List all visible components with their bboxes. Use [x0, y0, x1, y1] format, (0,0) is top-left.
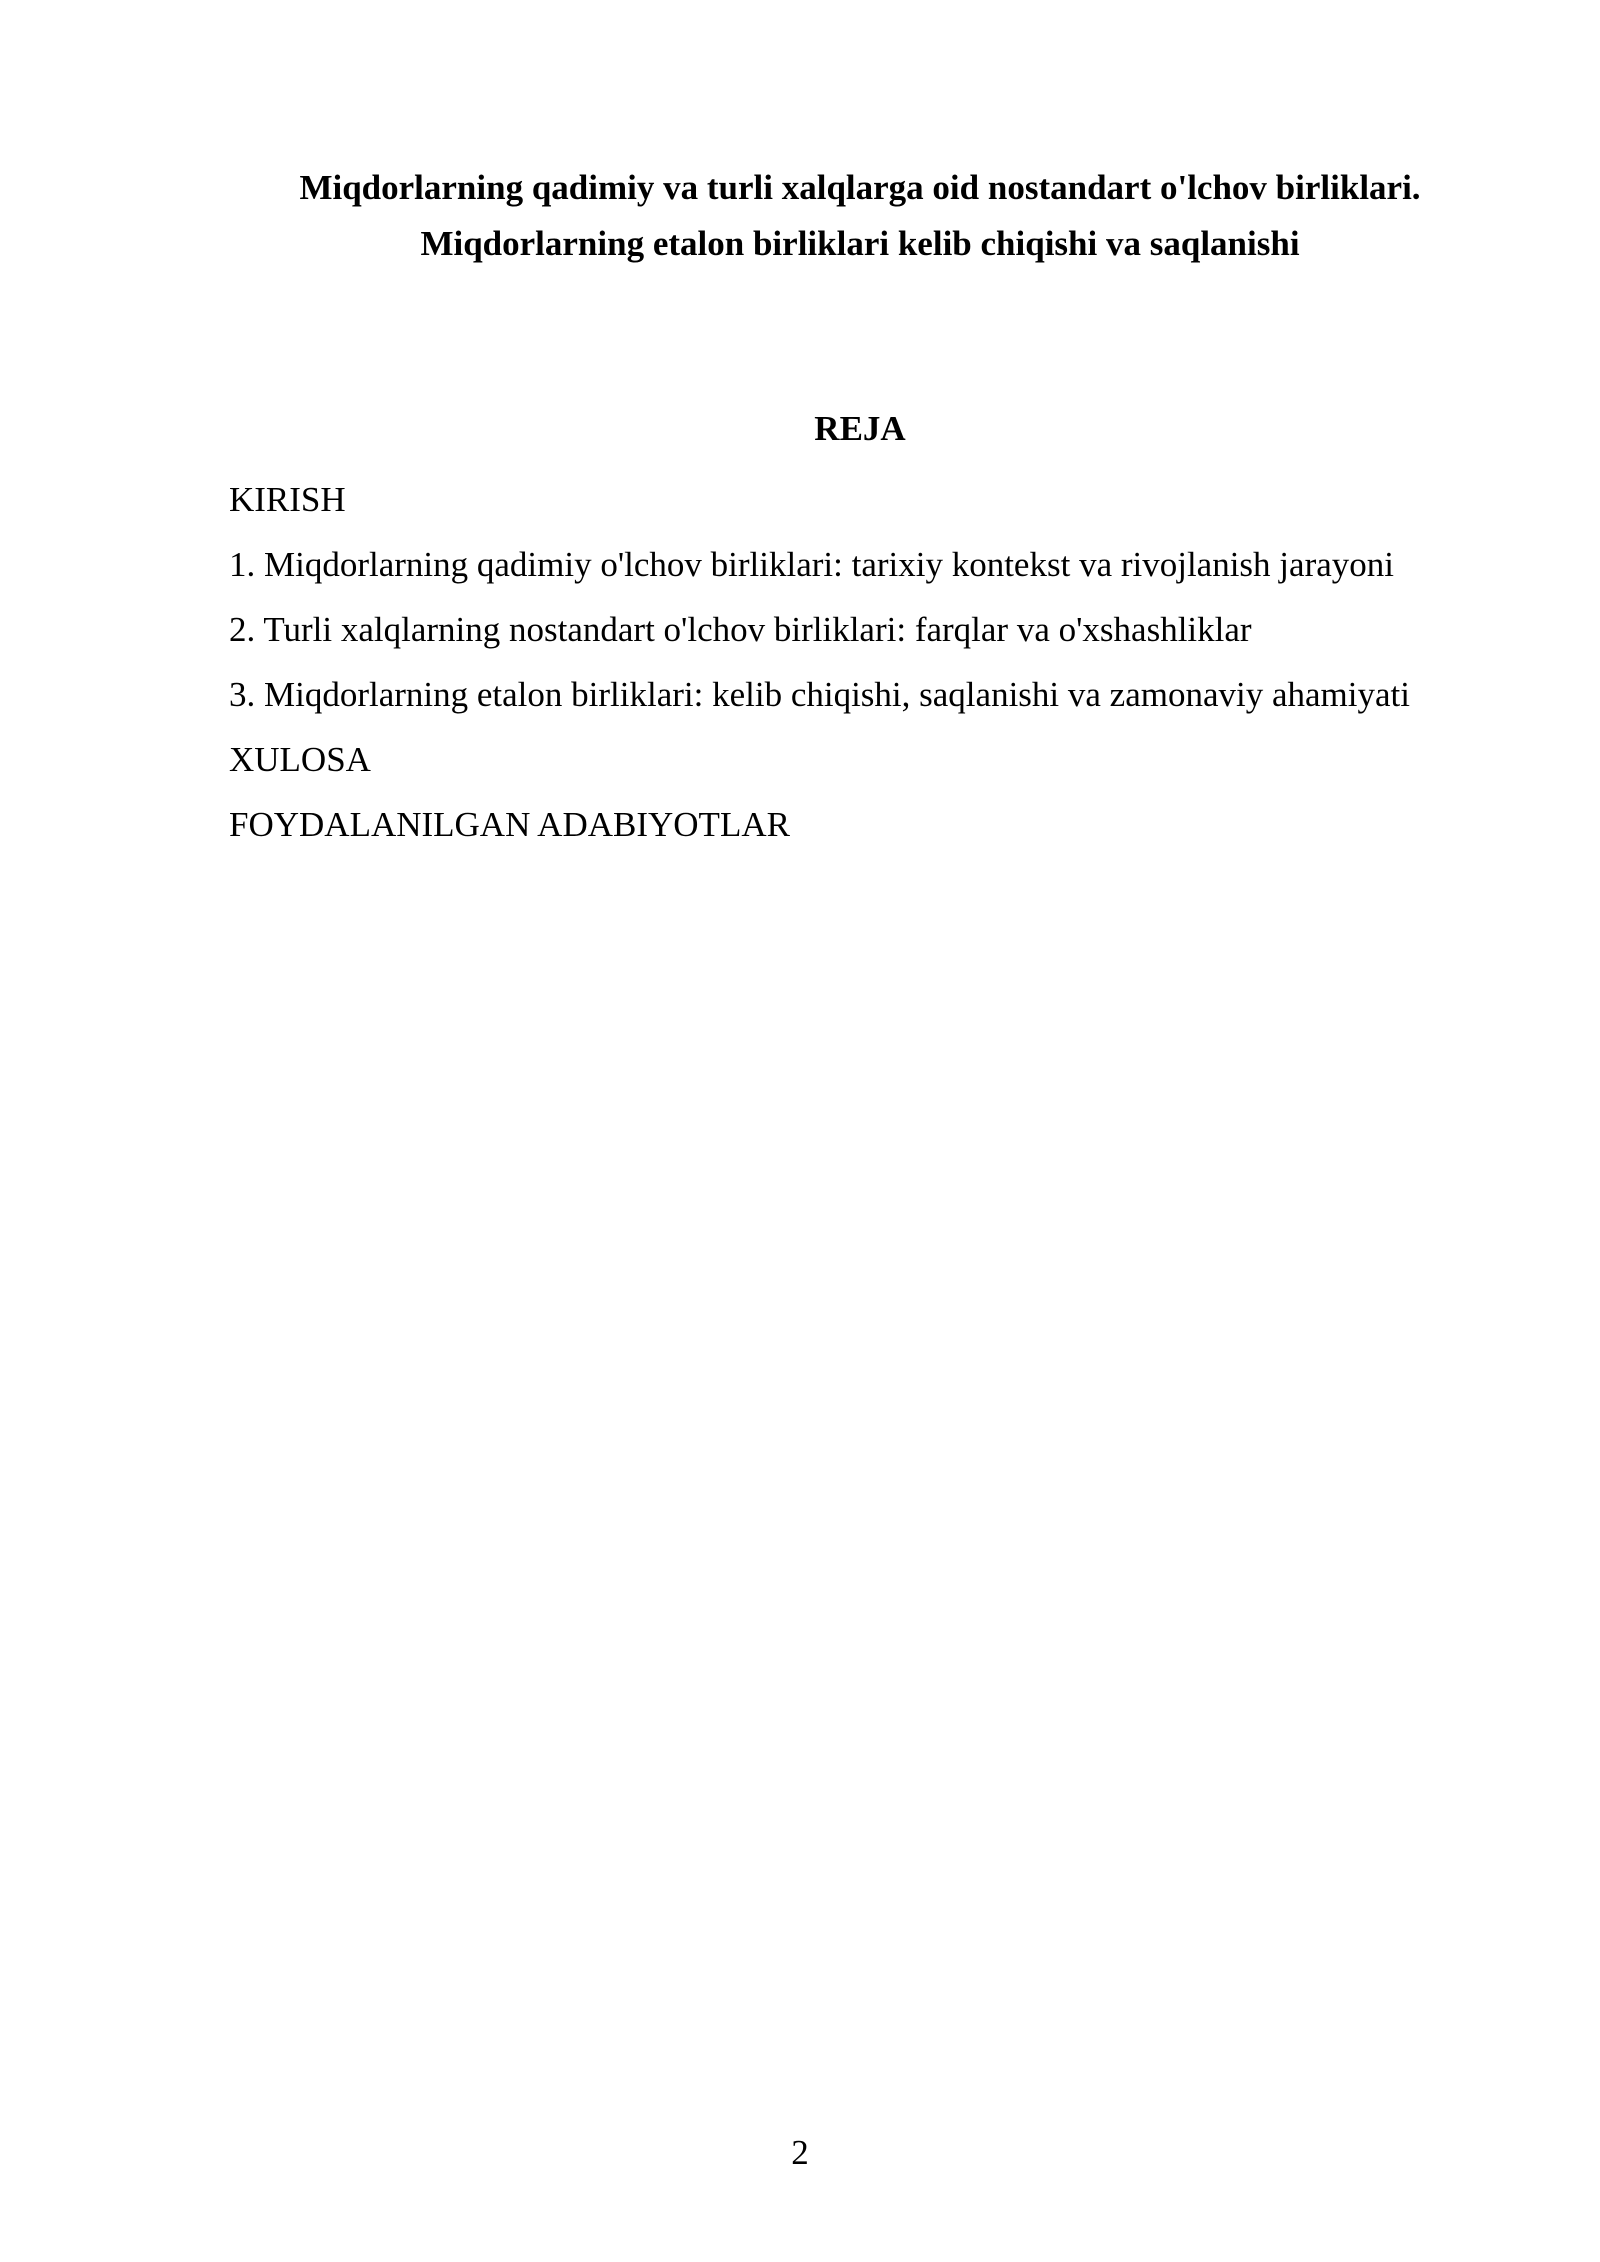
- plan-item-2: 2. Turli xalqlarning nostandart o'lchov birliklari: farqlar va o'xshashliklar: [229, 610, 1252, 649]
- plan-item-3: 3. Miqdorlarning etalon birliklari: kelib chiqishi, saqlanishi va zamonaviy ahamiyati: [229, 675, 1410, 714]
- title-line-1: Miqdorlarning qadimiy va turli xalqlarga oid nostandart o'lchov birliklari.: [299, 168, 1421, 207]
- plan-heading: REJA: [814, 409, 906, 448]
- document-title: [200, 160, 1520, 272]
- plan-item-introduction: KIRISH: [229, 480, 346, 519]
- plan-list: [229, 472, 1519, 862]
- plan-item-references: FOYDALANILGAN ADABIYOTLAR: [229, 805, 790, 844]
- plan-item-1: 1. Miqdorlarning qadimiy o'lchov birliklari: tarixiy kontekst va rivojlanish jarayoni: [229, 545, 1394, 584]
- title-line-2: Miqdorlarning etalon birliklari kelib chiqishi va saqlanishi: [420, 224, 1300, 263]
- page-number: 2: [791, 2133, 809, 2172]
- plan-item-conclusion: XULOSA: [229, 740, 371, 779]
